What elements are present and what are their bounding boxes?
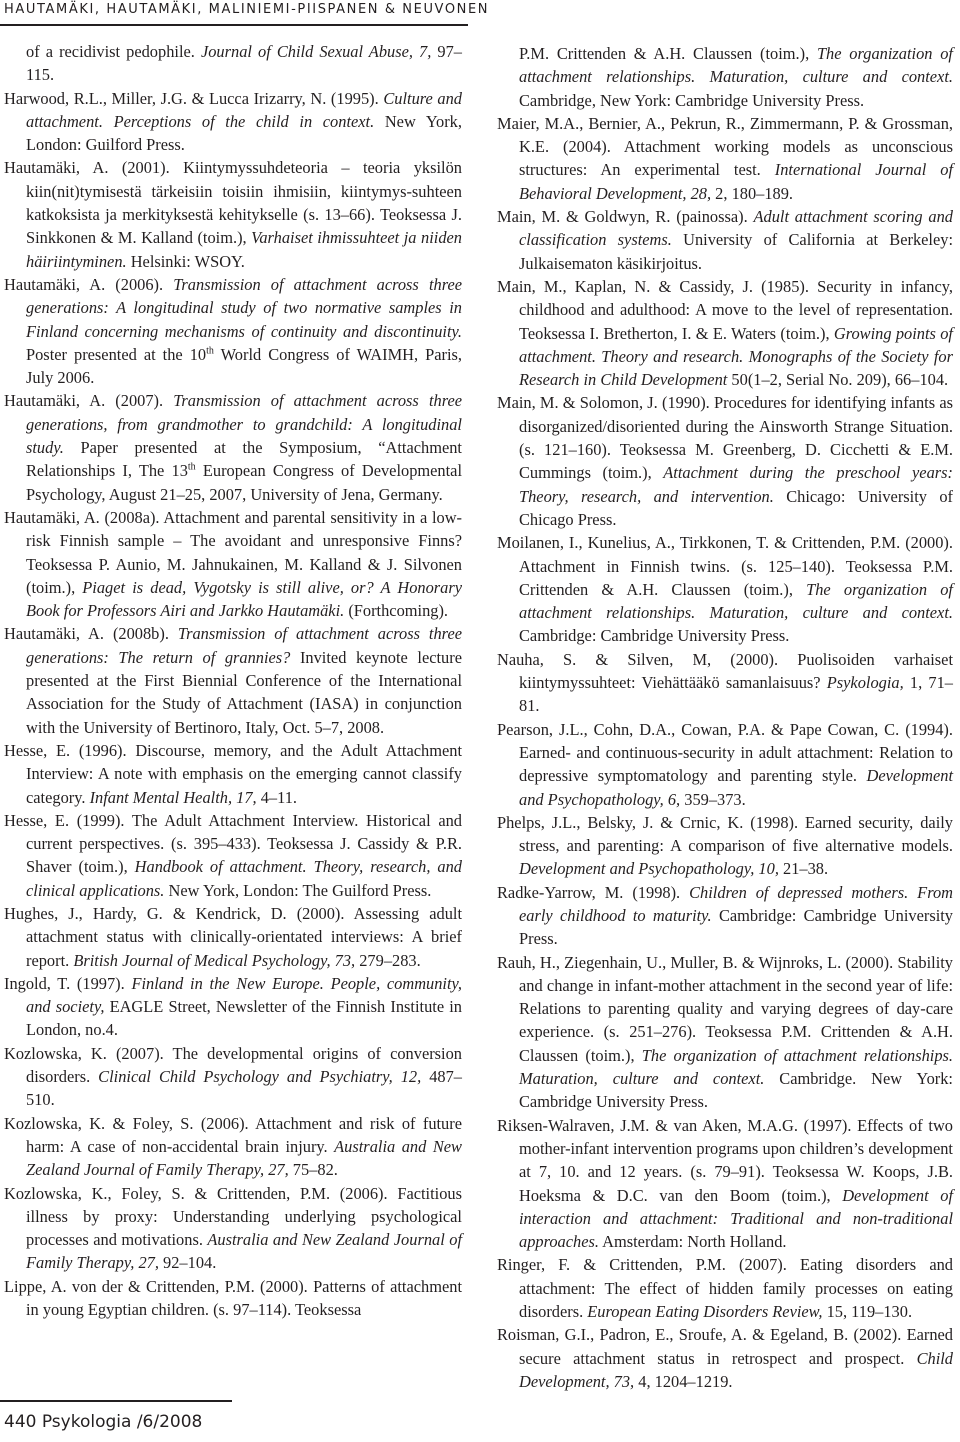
reference-italic-text: The organization of attachment relationships. Maturation, culture and context. — [519, 1045, 954, 1089]
reference-italic-text: Attachment during the preschool years: Theory, research, and intervention. — [519, 463, 953, 506]
reference-text: Poster presented at the 10 — [26, 344, 207, 364]
reference-italic-text: Piaget is dead, Vygotsky is still alive, or? A Honorary Book for Professors Airi and Jarkko Hautamäki. — [26, 577, 463, 621]
reference-text: 50(1–2, Serial No. 209), 66–104. — [727, 370, 949, 390]
reference-text: 92–104. — [158, 1253, 217, 1273]
reference-text: th — [187, 461, 196, 473]
reference-text: Moilanen, I., Kunelius, A., Tirkkonen, T. & Crittenden, P.M. (2000). Attachment in Finnish twins. (s. 125–140). Teoksessa P.M. Crittenden & A.H. Claussen (toim.), — [497, 533, 953, 599]
reference-text: 97–115. — [26, 42, 463, 85]
reference-entry — [4, 902, 462, 972]
reference-entry — [4, 506, 462, 622]
reference-text: 487–510. — [26, 1067, 462, 1110]
reference-text: Harwood, R.L., Miller, J.G. & Lucca Irizarry, N. (1995). — [4, 88, 384, 108]
reference-text: Riksen-Walraven, J.M. & van Aken, M.A.G. (1997). Effects of two mother-infant intervention programs upon children’s development at 7, 10. and 12 years. (s. 79–91). Teoksessa W. Koops, J.B. Hoeksma & D.C. van den Boom (toim.), — [497, 1115, 953, 1205]
reference-italic-text: Psykologia, — [826, 673, 904, 693]
reference-entry — [497, 391, 953, 531]
reference-text: Hautamäki, A. (2008b). — [4, 624, 178, 644]
reference-text: Pearson, J.L., Cohn, D.A., Cowan, P.A. & Pape Cowan, C. (1994). Earned- and continuous-security in adult attachment: Relation to depressive symptomatology and parenting style. — [497, 719, 953, 786]
footer-rule — [0, 1400, 232, 1402]
reference-text: Cambridge: Cambridge University Press. — [519, 626, 790, 646]
reference-text: New York, London: The Guilford Press. — [164, 880, 432, 900]
reference-italic-text: Development of interaction and attachment: Traditional and non-traditional approaches. — [519, 1185, 953, 1252]
reference-italic-text: Development and Psychopathology, 10, — [519, 859, 779, 879]
reference-italic-text: Children of depressed mothers. From early childhood to maturity. — [519, 882, 953, 925]
reference-text: (Forthcoming). — [344, 601, 449, 621]
running-title: HAUTAMÄKI, HAUTAMÄKI, MALINIEMI-PIISPANEN & NEUVONEN — [4, 2, 490, 17]
reference-entry — [497, 1323, 953, 1393]
reference-entry — [4, 1042, 462, 1112]
reference-text: Cambridge. New York: Cambridge University Press. — [519, 1069, 953, 1112]
reference-italic-text: Australia and New Zealand Journal of Family Therapy, 27, — [26, 1136, 462, 1180]
reference-text: Ingold, T. (1997). — [4, 973, 132, 993]
reference-text: Main, M. & Solomon, J. (1990). Procedures for identifying infants as disorganized/disoriented during the Ainsworth Strange Situation. (s. 121–160). Teoksessa M. Greenberg, D. Cicchetti & E.M. Cummings (toim.), — [497, 393, 953, 483]
reference-italic-text: Infant Mental Health, 17, — [89, 787, 257, 807]
reference-entry — [4, 389, 462, 505]
reference-text: Hautamäki, A. (2008a). Attachment and parental sensitivity in a low-risk Finnish sample – The avoidant and unresponsive Finns? Teoksessa P. Aunio, M. Jahnukainen, M. Kalland & J. Silvonen (toim.), — [4, 507, 462, 597]
reference-text: Invited keynote lecture presented at the First Biennial Conference of the International Association for the Study of Attachment (IASA) in conjunction with the University of Bertinoro, Italy, Oct. 5–7, 2008. — [26, 647, 462, 737]
reference-text: New York, London: Guilford Press. — [26, 111, 462, 155]
reference-text: Hautamäki, A. (2007). — [4, 391, 174, 411]
reference-text: EAGLE Street, Newsletter of the Finnish Institute in London, no.4. — [26, 997, 462, 1040]
reference-entry — [497, 1253, 953, 1323]
reference-text: 2, 180–189. — [711, 183, 794, 203]
reference-entry — [497, 648, 953, 718]
reference-italic-text: Journal of Child Sexual Abuse, 7, — [200, 42, 432, 61]
reference-entry — [4, 1182, 462, 1275]
reference-text: 279–283. — [355, 950, 421, 970]
reference-text: th — [206, 345, 214, 357]
reference-text: Main, M. & Goldwyn, R. (painossa). — [497, 207, 754, 227]
reference-text: Hautamäki, A. (2001). Kiintymyssuhdeteoria – teoria yksilön kiin(nit)tymisestä tärkeisiin toisiin ihmisiin, kiintymys-suhteen katkoksista ja merkityksestä kehitykselle (s. 13–66). Teoksessa J. Sinkkonen & M. Kalland (toim.), — [4, 158, 462, 248]
reference-italic-text: Transmission of attachment across three generations, from grandmother to grandchild: A longitudinal study. — [26, 391, 463, 458]
reference-text: 359–373. — [680, 789, 746, 809]
reference-italic-text: Child Development, 73, — [519, 1348, 953, 1391]
reference-text: Hesse, E. (1999). The Adult Attachment Interview. Historical and current perspectives. (s. 395–433). Teoksessa J. Cassidy & P.R. Shaver (toim.), — [4, 810, 462, 877]
reference-italic-text: Growing points of attachment. Theory and research. Monographs of the Society for Research in Child Development — [519, 323, 953, 390]
reference-entry — [497, 951, 953, 1114]
reference-text: 15, 119–130. — [822, 1302, 913, 1322]
reference-entry — [4, 622, 462, 738]
reference-text: Main, M., Kaplan, N. & Cassidy, J. (1985). Security in infancy, childhood and adulthood: A move to the level of representation. Teoksessa I. Bretherton, I. & E. Waters (toim.), — [497, 276, 953, 343]
reference-italic-text: International Journal of Behavioral Development, 28, — [519, 160, 953, 203]
reference-text: Amsterdam: North Holland. — [598, 1232, 787, 1252]
reference-entry — [4, 1275, 462, 1322]
reference-entry — [4, 809, 462, 902]
reference-text: Nauha, S. & Silven, M, (2000). Puolisoiden varhaiset kiintymyssuhteet: Viehättääkö samanlaisuus? — [497, 649, 953, 693]
reference-entry — [497, 531, 953, 647]
reference-entry — [497, 112, 953, 205]
reference-text: Kozlowska, K. (2007). The developmental origins of conversion disorders. — [4, 1043, 462, 1087]
reference-text: Chicago: University of Chicago Press. — [519, 486, 953, 529]
reference-text: Hautamäki, A. (2006). — [4, 274, 174, 294]
reference-entry — [497, 718, 953, 811]
reference-text: Rauh, H., Ziegenhain, U., Muller, B. & Wijnroks, L. (2000). Stability and change in infant-mother attachment in the second year of life: Relations to parenting quality and varying degrees of day-care experience. (s. 251–276). Teoksessa P.M. Crittenden & A.H. Claussen (toim.), — [497, 952, 953, 1065]
reference-entry — [497, 275, 953, 391]
reference-text: Phelps, J.L., Belsky, J. & Crnic, K. (1998). Earned security, daily stress, and parenting: A comparison of five alternative models. — [497, 812, 953, 856]
reference-entry — [497, 205, 953, 275]
reference-italic-text: Finland in the New Europe. People, community, and society, — [26, 973, 463, 1017]
reference-italic-text: Adult attachment scoring and classification systems. — [519, 207, 953, 250]
reference-text: Radke-Yarrow, M. (1998). — [497, 882, 690, 902]
reference-entry — [497, 1114, 953, 1254]
reference-entry — [4, 273, 462, 389]
reference-entry — [4, 156, 462, 272]
reference-italic-text: The organization of attachment relationships. Maturation, culture and context. — [519, 579, 953, 623]
reference-italic-text: Handbook of attachment. Theory, research, and clinical applications. — [26, 857, 462, 900]
reference-text: Hughes, J., Hardy, G. & Kendrick, D. (2000). Assessing adult attachment status with clinically-orientated interviews: A brief report. — [4, 903, 462, 970]
reference-text: Cambridge, New York: Cambridge University Press. — [519, 90, 865, 110]
reference-continuation — [4, 40, 462, 87]
reference-text: 4, 1204–1219. — [634, 1371, 733, 1391]
page-number: 440 Psykologia /6/2008 — [4, 1412, 203, 1432]
reference-text: Kozlowska, K., Foley, S. & Crittenden, P.M. (2006). Factitious illness by proxy: Understanding underlying psychological processes and motivations. — [4, 1183, 462, 1250]
reference-italic-text: Clinical Child Psychology and Psychiatry, 12, — [98, 1067, 422, 1087]
reference-continuation — [497, 42, 953, 112]
reference-italic-text: British Journal of Medical Psychology, 73, — [73, 950, 356, 970]
reference-italic-text: Transmission of attachment across three generations: The return of grannies? — [26, 624, 462, 667]
reference-text: Kozlowska, K. & Foley, S. (2006). Attachment and risk of future harm: A case of non-accidental brain injury. — [4, 1113, 462, 1156]
reference-text: Roisman, G.I., Padron, E., Sroufe, A. & Egeland, B. (2002). Earned secure attachment status in retrospect and prospect. — [497, 1325, 953, 1368]
references-right-column — [497, 42, 953, 1393]
reference-text: World Congress of WAIMH, Paris, July 2006. — [26, 344, 462, 388]
reference-text: Cambridge: Cambridge University Press. — [519, 905, 953, 949]
reference-text: Hesse, E. (1996). Discourse, memory, and the Adult Attachment Interview: A note with emphasis on the emerging cannot classify category. — [4, 740, 462, 807]
reference-entry — [497, 811, 953, 881]
reference-text: Helsinki: WSOY. — [126, 251, 245, 271]
reference-italic-text: Australia and New Zealand Journal of Family Therapy, 27, — [26, 1230, 462, 1273]
references-left-column — [4, 40, 462, 1321]
reference-text: European Congress of Developmental Psychology, August 21–25, 2007, University of Jena, Germany. — [26, 461, 462, 504]
reference-italic-text: European Eating Disorders Review, — [587, 1302, 823, 1322]
reference-entry — [4, 739, 462, 809]
reference-italic-text: Varhaiset ihmissuhteet ja niiden häiriintyminen. — [26, 228, 462, 271]
reference-text: Paper presented at the Symposium, “Attachment Relationships I, The 13 — [26, 438, 462, 481]
reference-italic-text: The organization of attachment relationships. Maturation, culture and context. — [519, 44, 953, 87]
reference-entry — [4, 972, 462, 1042]
reference-text: 1, 71–81. — [519, 673, 953, 716]
reference-text: Lippe, A. von der & Crittenden, P.M. (2000). Patterns of attachment in young Egyptian children. (s. 97–114). Teoksessa — [4, 1276, 462, 1320]
reference-text: Maier, M.A., Bernier, A., Pekrun, R., Zimmermann, P. & Grossman, K.E. (2004). Attachment working models as unconscious structures: An experimental test. — [497, 113, 953, 180]
reference-text: 21–38. — [778, 859, 829, 879]
reference-text: of a recidivist pedophile. — [26, 42, 201, 61]
reference-entry — [4, 87, 462, 157]
reference-entry — [4, 1112, 462, 1182]
reference-italic-text: Culture and attachment. Perceptions of the child in context. — [26, 88, 462, 131]
reference-italic-text: Development and Psychopathology, 6, — [519, 766, 953, 809]
reference-text: 75–82. — [288, 1160, 338, 1180]
reference-text: 4–11. — [256, 787, 298, 807]
reference-text: University of California at Berkeley: Julkaisematon käsikirjoitus. — [519, 230, 953, 273]
running-header — [0, 0, 960, 26]
reference-text: Ringer, F. & Crittenden, P.M. (2007). Eating disorders and attachment: The effect of hidden family processes on eating disorders. — [497, 1255, 953, 1322]
header-rule — [0, 24, 468, 26]
reference-text: P.M. Crittenden & A.H. Claussen (toim.), — [519, 44, 817, 63]
page-footer — [0, 1398, 232, 1442]
reference-italic-text: Transmission of attachment across three generations: A longitudinal study of two normative samples in Finland concerning mechanisms of continuity and discontinuity. — [26, 274, 463, 341]
reference-entry — [497, 881, 953, 951]
